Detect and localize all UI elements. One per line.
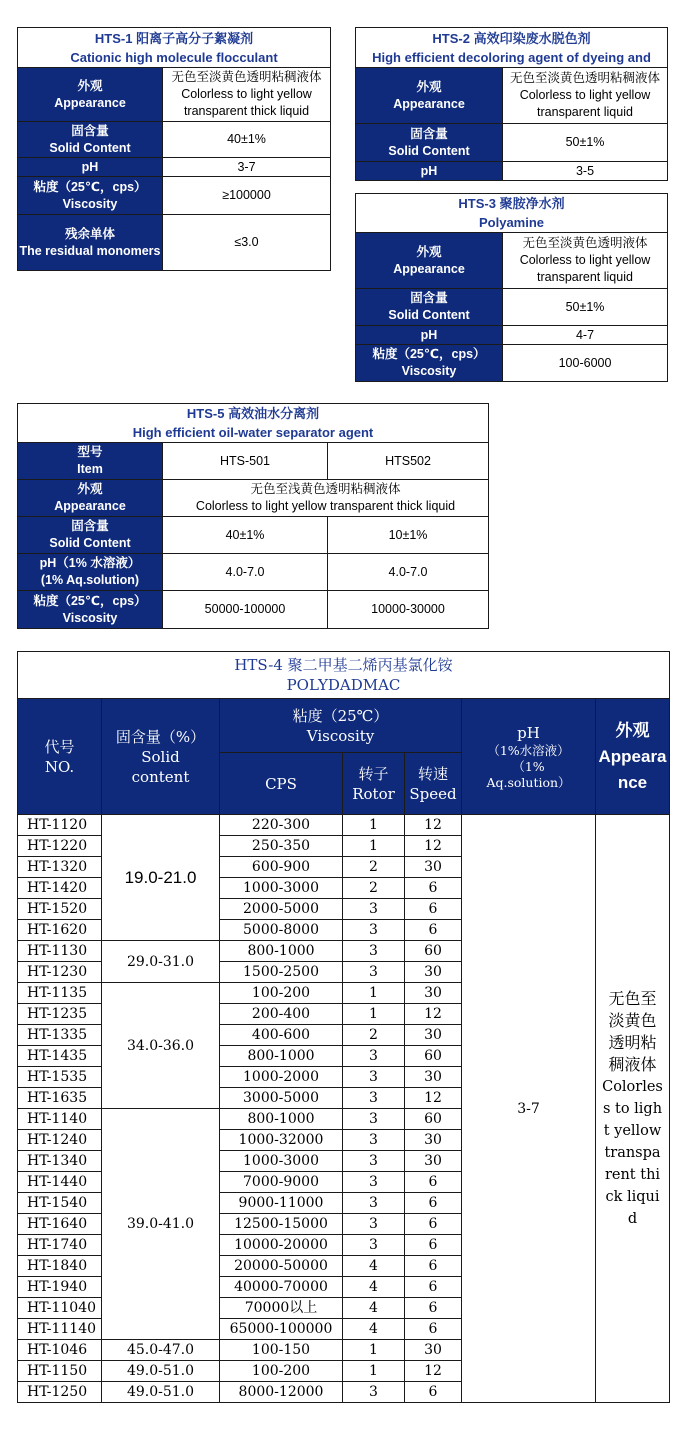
hts1-solid-value: 40±1% bbox=[163, 122, 331, 158]
speed-cell: 12 bbox=[405, 1004, 462, 1025]
cps-cell: 800-1000 bbox=[220, 1046, 343, 1067]
value-cn: 无色至浅黄色透明粘稠液体 bbox=[250, 482, 401, 496]
speed-cell: 6 bbox=[405, 1256, 462, 1277]
cps-cell: 2000-5000 bbox=[220, 899, 343, 920]
hts5-ph-a: 4.0-7.0 bbox=[163, 554, 328, 591]
hts1-viscosity-value: ≥100000 bbox=[163, 177, 331, 215]
code-cell: HT-1635 bbox=[18, 1088, 102, 1109]
header-en: Rotor bbox=[352, 784, 395, 803]
header-cn: （1%水溶液） bbox=[487, 742, 570, 758]
header-cn: 转子 bbox=[358, 764, 389, 783]
label-en: Solid Content bbox=[49, 536, 131, 550]
speed-cell: 6 bbox=[405, 920, 462, 941]
cps-cell: 220-300 bbox=[220, 815, 343, 836]
value-en: Colorless to light yellow transparent thick liquid bbox=[181, 87, 312, 118]
speed-cell: 60 bbox=[405, 1109, 462, 1130]
hts5-ph-label bbox=[18, 554, 163, 591]
label-en: Viscosity bbox=[401, 364, 457, 378]
hts1-appearance-label bbox=[18, 68, 163, 122]
speed-cell: 6 bbox=[405, 1214, 462, 1235]
hts5-appearance-label bbox=[18, 480, 163, 517]
speed-cell: 60 bbox=[405, 941, 462, 962]
hts1-residual-value: ≤3.0 bbox=[163, 215, 331, 271]
code-cell: HT-1340 bbox=[18, 1151, 102, 1172]
hts5-item-a: HTS-501 bbox=[163, 443, 328, 480]
cps-cell: 1500-2500 bbox=[220, 962, 343, 983]
header-en: NO. bbox=[44, 757, 75, 776]
hts5-viscosity-b: 10000-30000 bbox=[328, 591, 489, 629]
solid-content-cell: 19.0-21.0 bbox=[102, 815, 220, 941]
hts2-solid-value: 50±1% bbox=[503, 124, 668, 162]
hts3-solid-label bbox=[356, 289, 503, 326]
rotor-cell: 3 bbox=[343, 1172, 405, 1193]
hts3-table bbox=[355, 193, 668, 382]
header-en: Solid content bbox=[131, 747, 190, 786]
solid-content-cell: 39.0-41.0 bbox=[102, 1109, 220, 1340]
appearance-value-cell bbox=[596, 815, 670, 1403]
speed-cell: 30 bbox=[405, 983, 462, 1004]
code-cell: HT-1235 bbox=[18, 1004, 102, 1025]
speed-cell: 30 bbox=[405, 962, 462, 983]
label-en: Appearance bbox=[54, 499, 126, 513]
label-en: The residual monomers bbox=[19, 243, 161, 258]
hts3-solid-value: 50±1% bbox=[503, 289, 668, 326]
cps-cell: 100-150 bbox=[220, 1340, 343, 1361]
hts5-appearance-value bbox=[163, 480, 489, 517]
label-cn: 粘度（25℃，cps） bbox=[33, 593, 147, 608]
label-cn: 外观 bbox=[416, 79, 442, 94]
label-cn: pH（1% 水溶液） bbox=[39, 556, 141, 570]
rotor-cell: 1 bbox=[343, 836, 405, 857]
hts4-rotor-header bbox=[343, 753, 405, 815]
code-cell: HT-1240 bbox=[18, 1130, 102, 1151]
cps-cell: 1000-32000 bbox=[220, 1130, 343, 1151]
hts4-code-header bbox=[18, 699, 102, 815]
header-en: Viscosity bbox=[306, 726, 375, 745]
table-row bbox=[18, 815, 670, 836]
speed-cell: 12 bbox=[405, 1361, 462, 1382]
rotor-cell: 2 bbox=[343, 1025, 405, 1046]
cps-cell: 1000-2000 bbox=[220, 1067, 343, 1088]
label-cn: 残余单体 bbox=[64, 226, 115, 241]
code-cell: HT-1130 bbox=[18, 941, 102, 962]
hts3-appearance-label bbox=[356, 233, 503, 289]
code-cell: HT-11140 bbox=[18, 1319, 102, 1340]
solid-content-cell: 49.0-51.0 bbox=[102, 1361, 220, 1382]
label-cn: 外观 bbox=[77, 78, 103, 93]
hts2-solid-label bbox=[356, 124, 503, 162]
cps-cell: 70000以上 bbox=[220, 1298, 343, 1319]
speed-cell: 6 bbox=[405, 1382, 462, 1403]
rotor-cell: 1 bbox=[343, 1361, 405, 1382]
rotor-cell: 3 bbox=[343, 1151, 405, 1172]
speed-cell: 60 bbox=[405, 1046, 462, 1067]
cps-cell: 7000-9000 bbox=[220, 1172, 343, 1193]
speed-cell: 6 bbox=[405, 1235, 462, 1256]
hts4-cps-header: CPS bbox=[220, 753, 343, 815]
hts4-appearance-header bbox=[596, 699, 670, 815]
cps-cell: 250-350 bbox=[220, 836, 343, 857]
hts4-solid-header bbox=[102, 699, 220, 815]
speed-cell: 6 bbox=[405, 878, 462, 899]
hts1-residual-label bbox=[18, 215, 163, 271]
rotor-cell: 3 bbox=[343, 1382, 405, 1403]
speed-cell: 12 bbox=[405, 815, 462, 836]
rotor-cell: 3 bbox=[343, 941, 405, 962]
rotor-cell: 4 bbox=[343, 1319, 405, 1340]
header-en: Speed bbox=[409, 784, 457, 803]
hts3-title-en: Polyamine bbox=[478, 215, 545, 230]
hts2-title-cn: HTS-2 高效印染废水脱色剂 bbox=[432, 30, 591, 46]
hts5-viscosity-a: 50000-100000 bbox=[163, 591, 328, 629]
hts1-ph-label: pH bbox=[18, 158, 163, 177]
label-en: Appearance bbox=[393, 261, 465, 276]
cps-cell: 1000-3000 bbox=[220, 1151, 343, 1172]
cps-cell: 100-200 bbox=[220, 1361, 343, 1382]
solid-content-cell: 34.0-36.0 bbox=[102, 983, 220, 1109]
speed-cell: 30 bbox=[405, 1151, 462, 1172]
label-cn: 外观 bbox=[77, 482, 103, 496]
hts5-solid-b: 10±1% bbox=[328, 517, 489, 554]
speed-cell: 12 bbox=[405, 836, 462, 857]
cps-cell: 40000-70000 bbox=[220, 1277, 343, 1298]
label-en: Item bbox=[77, 462, 103, 476]
label-en: Solid Content bbox=[388, 308, 470, 322]
code-cell: HT-1046 bbox=[18, 1340, 102, 1361]
hts3-title bbox=[356, 194, 668, 233]
cps-cell: 10000-20000 bbox=[220, 1235, 343, 1256]
rotor-cell: 4 bbox=[343, 1298, 405, 1319]
rotor-cell: 3 bbox=[343, 1067, 405, 1088]
label-cn: 型号 bbox=[77, 445, 103, 459]
cps-cell: 20000-50000 bbox=[220, 1256, 343, 1277]
code-cell: HT-1540 bbox=[18, 1193, 102, 1214]
speed-cell: 30 bbox=[405, 1130, 462, 1151]
hts3-viscosity-value: 100-6000 bbox=[503, 345, 668, 382]
hts5-title bbox=[18, 404, 489, 443]
speed-cell: 30 bbox=[405, 857, 462, 878]
code-cell: HT-1335 bbox=[18, 1025, 102, 1046]
hts1-ph-value: 3-7 bbox=[163, 158, 331, 177]
cps-cell: 3000-5000 bbox=[220, 1088, 343, 1109]
rotor-cell: 3 bbox=[343, 1088, 405, 1109]
cps-cell: 800-1000 bbox=[220, 1109, 343, 1130]
label-cn: 固含量 bbox=[410, 126, 448, 141]
hts5-item-b: HTS502 bbox=[328, 443, 489, 480]
hts5-table bbox=[17, 403, 489, 629]
hts3-appearance-value bbox=[503, 233, 668, 289]
hts4-body bbox=[18, 815, 670, 1403]
hts1-solid-label bbox=[18, 122, 163, 158]
header-cn: 固含量（%） bbox=[115, 727, 206, 746]
hts1-viscosity-label bbox=[18, 177, 163, 215]
rotor-cell: 3 bbox=[343, 1046, 405, 1067]
hts1-appearance-value bbox=[163, 68, 331, 122]
hts2-ph-value: 3-5 bbox=[503, 162, 668, 181]
hts3-ph-value: 4-7 bbox=[503, 326, 668, 345]
code-cell: HT-1435 bbox=[18, 1046, 102, 1067]
header-cn: 转速 bbox=[417, 764, 448, 783]
header-cn: 粘度（25℃） bbox=[292, 706, 389, 725]
code-cell: HT-1940 bbox=[18, 1277, 102, 1298]
code-cell: HT-1120 bbox=[18, 815, 102, 836]
rotor-cell: 3 bbox=[343, 1193, 405, 1214]
rotor-cell: 3 bbox=[343, 1130, 405, 1151]
code-cell: HT-1220 bbox=[18, 836, 102, 857]
code-cell: HT-1535 bbox=[18, 1067, 102, 1088]
rotor-cell: 3 bbox=[343, 962, 405, 983]
hts2-title bbox=[356, 28, 668, 68]
hts5-title-cn: HTS-5 高效油水分离剂 bbox=[186, 406, 320, 421]
label-cn: 外观 bbox=[416, 244, 442, 259]
cps-cell: 8000-12000 bbox=[220, 1382, 343, 1403]
cps-cell: 200-400 bbox=[220, 1004, 343, 1025]
cps-cell: 400-600 bbox=[220, 1025, 343, 1046]
hts4-viscosity-header bbox=[220, 699, 462, 753]
code-cell: HT-1135 bbox=[18, 983, 102, 1004]
rotor-cell: 4 bbox=[343, 1256, 405, 1277]
speed-cell: 6 bbox=[405, 1298, 462, 1319]
value-en: Colorless to light yellow transparent liquid bbox=[519, 88, 651, 119]
code-cell: HT-1140 bbox=[18, 1109, 102, 1130]
label-cn: 粘度（25℃，cps） bbox=[372, 347, 486, 361]
rotor-cell: 2 bbox=[343, 857, 405, 878]
ph-value-cell: 3-7 bbox=[462, 815, 596, 1403]
solid-content-cell: 45.0-47.0 bbox=[102, 1340, 220, 1361]
label-en: Viscosity bbox=[62, 610, 118, 625]
hts1-table bbox=[17, 27, 331, 271]
label-en: Viscosity bbox=[62, 196, 118, 211]
speed-cell: 6 bbox=[405, 1193, 462, 1214]
rotor-cell: 1 bbox=[343, 1340, 405, 1361]
label-cn: 固含量 bbox=[410, 291, 448, 305]
cps-cell: 65000-100000 bbox=[220, 1319, 343, 1340]
speed-cell: 6 bbox=[405, 1277, 462, 1298]
rotor-cell: 3 bbox=[343, 1235, 405, 1256]
header-cn: 代号 bbox=[44, 737, 75, 756]
header-en: Appearance bbox=[598, 746, 667, 792]
code-cell: HT-1520 bbox=[18, 899, 102, 920]
hts5-viscosity-label bbox=[18, 591, 163, 629]
rotor-cell: 2 bbox=[343, 878, 405, 899]
label-cn: 固含量 bbox=[71, 123, 109, 138]
label-cn: 固含量 bbox=[71, 519, 109, 533]
cps-cell: 5000-8000 bbox=[220, 920, 343, 941]
speed-cell: 6 bbox=[405, 899, 462, 920]
hts1-title-cn: HTS-1 阳离子高分子絮凝剂 bbox=[94, 30, 254, 46]
code-cell: HT-1320 bbox=[18, 857, 102, 878]
rotor-cell: 1 bbox=[343, 983, 405, 1004]
speed-cell: 12 bbox=[405, 1088, 462, 1109]
hts4-speed-header bbox=[405, 753, 462, 815]
hts2-appearance-value bbox=[503, 68, 668, 124]
code-cell: HT-1620 bbox=[18, 920, 102, 941]
code-cell: HT-1230 bbox=[18, 962, 102, 983]
hts1-title bbox=[18, 28, 331, 68]
code-cell: HT-1740 bbox=[18, 1235, 102, 1256]
header-en: （1% Aq.solution） bbox=[486, 758, 571, 790]
hts4-title-en: POLYDADMAC bbox=[286, 676, 401, 694]
hts5-item-label bbox=[18, 443, 163, 480]
code-cell: HT-1440 bbox=[18, 1172, 102, 1193]
hts4-ph-header bbox=[462, 699, 596, 815]
code-cell: HT-1150 bbox=[18, 1361, 102, 1382]
code-cell: HT-1420 bbox=[18, 878, 102, 899]
hts5-title-en: High efficient oil-water separator agent bbox=[132, 425, 374, 440]
cps-cell: 100-200 bbox=[220, 983, 343, 1004]
cps-cell: 600-900 bbox=[220, 857, 343, 878]
hts4-title bbox=[18, 652, 670, 699]
value-cn: 无色至淡黄色透明液体 bbox=[522, 236, 648, 250]
appearance-en: Colorless to light yellow transparent thick liquid bbox=[602, 1078, 663, 1227]
rotor-cell: 3 bbox=[343, 1109, 405, 1130]
solid-content-cell: 49.0-51.0 bbox=[102, 1382, 220, 1403]
rotor-cell: 1 bbox=[343, 815, 405, 836]
speed-cell: 6 bbox=[405, 1319, 462, 1340]
code-cell: HT-11040 bbox=[18, 1298, 102, 1319]
hts3-ph-label: pH bbox=[356, 326, 503, 345]
hts4-table bbox=[17, 651, 670, 1403]
appearance-cn: 无色至淡黄色透明粘稠液体 bbox=[608, 988, 657, 1074]
rotor-cell: 3 bbox=[343, 920, 405, 941]
hts3-viscosity-label bbox=[356, 345, 503, 382]
value-en: Colorless to light yellow transparent liquid bbox=[519, 253, 651, 284]
code-cell: HT-1840 bbox=[18, 1256, 102, 1277]
speed-cell: 30 bbox=[405, 1025, 462, 1046]
speed-cell: 30 bbox=[405, 1340, 462, 1361]
cps-cell: 1000-3000 bbox=[220, 878, 343, 899]
rotor-cell: 3 bbox=[343, 1214, 405, 1235]
rotor-cell: 3 bbox=[343, 899, 405, 920]
header-cn: 外观 bbox=[615, 720, 650, 740]
label-en: Solid Content bbox=[49, 140, 131, 155]
cps-cell: 800-1000 bbox=[220, 941, 343, 962]
hts5-ph-b: 4.0-7.0 bbox=[328, 554, 489, 591]
label-en: Solid Content bbox=[388, 143, 470, 158]
hts2-title-en: High efficient decoloring agent of dyeing and bbox=[372, 49, 651, 65]
label-en: Appearance bbox=[393, 96, 465, 111]
hts5-solid-a: 40±1% bbox=[163, 517, 328, 554]
cps-cell: 12500-15000 bbox=[220, 1214, 343, 1235]
rotor-cell: 1 bbox=[343, 1004, 405, 1025]
cps-cell: 9000-11000 bbox=[220, 1193, 343, 1214]
value-cn: 无色至淡黄色透明粘稠液体 bbox=[510, 71, 661, 85]
code-cell: HT-1250 bbox=[18, 1382, 102, 1403]
hts3-title-cn: HTS-3 聚胺净水剂 bbox=[458, 196, 565, 211]
label-cn: 粘度（25℃，cps） bbox=[33, 179, 147, 194]
hts5-solid-label bbox=[18, 517, 163, 554]
speed-cell: 30 bbox=[405, 1067, 462, 1088]
hts2-ph-label: pH bbox=[356, 162, 503, 181]
hts1-title-en: Cationic high molecule flocculant bbox=[70, 49, 278, 65]
label-en: (1% Aq.solution) bbox=[40, 573, 140, 587]
hts2-table bbox=[355, 27, 668, 181]
label-en: Appearance bbox=[54, 95, 126, 110]
value-cn: 无色至淡黄色透明粘稠液体 bbox=[171, 70, 322, 84]
solid-content-cell: 29.0-31.0 bbox=[102, 941, 220, 983]
rotor-cell: 4 bbox=[343, 1277, 405, 1298]
code-cell: HT-1640 bbox=[18, 1214, 102, 1235]
hts4-title-cn: HTS-4 聚二甲基二烯丙基氯化铵 bbox=[234, 656, 453, 674]
header-ph: pH bbox=[517, 723, 540, 742]
hts2-appearance-label bbox=[356, 68, 503, 124]
speed-cell: 6 bbox=[405, 1172, 462, 1193]
value-en: Colorless to light yellow transparent thick liquid bbox=[195, 499, 456, 513]
